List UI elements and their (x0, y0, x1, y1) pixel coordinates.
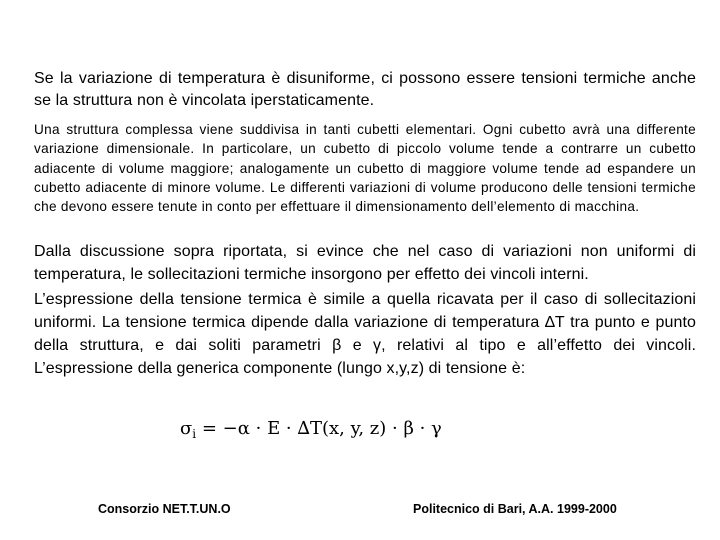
intro-suffix: , ci possono essere tensioni termiche anche se la struttura non è vincolata iperstaticamente. (34, 70, 696, 109)
beta-symbol: β (332, 337, 342, 354)
expression-text-2: tra punto e punto della struttura, e dai soliti parametri (34, 314, 697, 354)
footer-right-credit: Politecnico di Bari, A.A. 1999-2000 (413, 502, 617, 516)
explanation-paragraph: Una struttura complessa viene suddivisa in tanti cubetti elementari. Ogni cubetto avrà una differente variazione dimensionale. In particolare, un cubetto di piccolo volume tende a contrarre un cubetto adiacente di volume maggiore; analogamente un cubetto di maggiore volume tende ad espandere un cubetto adiacente di minore volume. Le differenti variazioni di volume producono delle tensioni termiche che devono essere tenute in conto per effettuare il dimensionamento dell’elemento di macchina. (34, 122, 696, 215)
formula-rhs: = −α · E · ∆T(x, y, z) · β · γ (196, 418, 442, 439)
intro-paragraph (34, 68, 696, 112)
intro-prefix: Se la (34, 70, 79, 87)
sigma-index: i (192, 427, 197, 441)
expression-text-3: , relativi al tipo e all’effetto dei vincoli. L’espressione della generica componente (lungo x,y,z) di tensione è: (34, 337, 696, 377)
sigma-symbol: σ (180, 418, 193, 439)
and-word: e (341, 337, 374, 354)
intro-emphasis: variazione di temperatura è disuniforme (78, 70, 371, 87)
thermal-stress-formula (180, 418, 442, 441)
expression-text-1: L’espressione della tensione termica è simile a quella ricavata per il caso di sollecitazioni uniformi. La tensione termica dipende dalla variazione di temperatura (34, 291, 696, 331)
footer-left-credit: Consorzio NET.T.UN.O (98, 502, 231, 516)
conclusion-paragraph: Dalla discussione sopra riportata, si evince che nel caso di variazioni non uniformi di temperatura, le sollecitazioni termiche insorgono per effetto dei vincoli interni. (34, 243, 696, 283)
expression-paragraph (34, 288, 696, 380)
gamma-symbol: γ (373, 337, 382, 354)
delta-t-symbol: ∆T (545, 314, 565, 331)
